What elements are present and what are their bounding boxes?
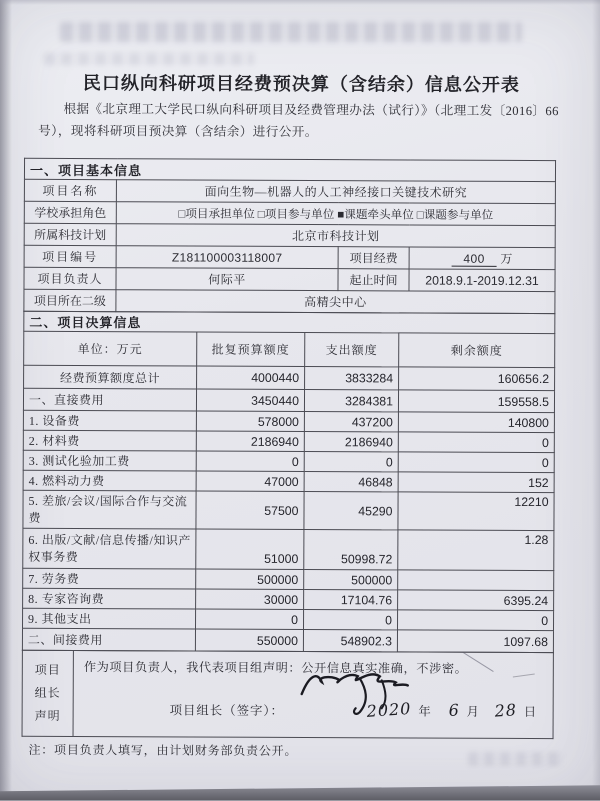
- col-header-approved: 批复预算额度: [197, 332, 305, 366]
- date-year-unit: 年: [418, 704, 432, 719]
- footnote: 注：项目负责人填写，由计划财务部负责公开。: [28, 742, 298, 758]
- fund-value-cell: [409, 247, 555, 270]
- col-header-unit: 单位：万元: [24, 331, 197, 366]
- division-label: 项目所在二级: [24, 289, 116, 311]
- photo-edge: [0, 0, 600, 5]
- signature-image: [296, 658, 426, 721]
- budget-row: 经费预算额度总计 4000440 3833284 160656.2: [24, 365, 555, 390]
- photo-edge: [592, 0, 600, 800]
- budget-row: 2. 材料费 2186940 2186940 0: [23, 430, 554, 452]
- declaration-table: [22, 650, 554, 739]
- budget-row: 4. 燃料动力费 47000 46848 152: [23, 470, 554, 492]
- budget-row: 6. 出版/文献/信息传播/知识产权事务费 51000 50998.72 1.28: [23, 528, 554, 570]
- date-month: 6: [447, 700, 461, 721]
- section-2-title: 二、项目决算信息: [24, 311, 555, 333]
- plan-value: 北京市科技计划: [116, 224, 555, 248]
- sign-label: 项目组长（签字）：: [169, 703, 285, 718]
- project-name-value: 面向生物—机器人的人工神经接口关键技术研究: [116, 180, 555, 204]
- budget-row: 7. 劳务费 500000 500000: [23, 568, 554, 590]
- col-header-spent: 支出额度: [305, 333, 399, 367]
- fund-unit: 万: [500, 251, 513, 266]
- budget-row: 8. 专家咨询费 30000 17104.76 6395.24: [23, 588, 554, 610]
- project-name-label: 项目名称: [24, 179, 116, 201]
- date-month-unit: 月: [466, 704, 480, 719]
- fund-amount: 400: [451, 252, 497, 267]
- budget-row: 一、直接费用 3450440 3284381 159558.5: [23, 388, 554, 412]
- page-title: 民口纵向科研项目经费预决算（含结余）信息公开表: [82, 73, 520, 95]
- role-checkboxes: □项目承担单位 □项目参与单位 ■课题牵头单位 □课题参与单位: [116, 202, 555, 226]
- col-header-remaining: 剩余额度: [399, 333, 555, 368]
- project-number-value: Z181100003118007: [116, 246, 338, 269]
- project-number-label: 项目编号: [24, 245, 116, 267]
- intro-paragraph: 根据《北京理工大学民口纵向科研项目及经费管理办法（试行）》（北理工发〔2016〕66号），现将科研项目预决算（含结余）进行公开。: [38, 101, 559, 140]
- section-1-title: 一、项目基本信息: [24, 158, 555, 181]
- budget-row: 3. 测试化验加工费 0 0 0: [23, 450, 554, 472]
- division-value: 高精尖中心: [116, 290, 555, 314]
- period-value: 2018.9.1-2019.12.31: [409, 269, 555, 292]
- leader-label: 项目负责人: [24, 267, 116, 289]
- budget-table: [22, 311, 555, 653]
- fund-label: 项目经费: [338, 247, 409, 269]
- period-label: 起止时间: [338, 269, 409, 291]
- budget-row: 二、间接费用 550000 548902.3 1097.68: [22, 628, 553, 652]
- budget-row: 5. 差旅/会议/国际合作与交流费 57500 45290 12210: [23, 490, 554, 530]
- declaration-row-label: 项目 组长 声明: [22, 650, 73, 736]
- role-label: 学校承担角色: [24, 201, 116, 223]
- budget-row: 1. 设备费 578000 437200 140800: [23, 410, 554, 432]
- budget-row: 9. 其他支出 0 0 0: [23, 608, 554, 630]
- date-day-unit: 日: [523, 704, 537, 720]
- leader-value: 何际平: [116, 268, 338, 291]
- date-day: 28: [493, 700, 518, 721]
- declaration-content: [73, 651, 553, 739]
- basic-info-table: [23, 158, 556, 314]
- declaration-statement: 作为项目负责人，我代表项目组声明：公开信息真实准确，不涉密。: [83, 660, 468, 676]
- plan-label: 所属科技计划: [24, 223, 116, 245]
- date-year: 2020: [366, 698, 413, 721]
- form-body: [22, 158, 556, 739]
